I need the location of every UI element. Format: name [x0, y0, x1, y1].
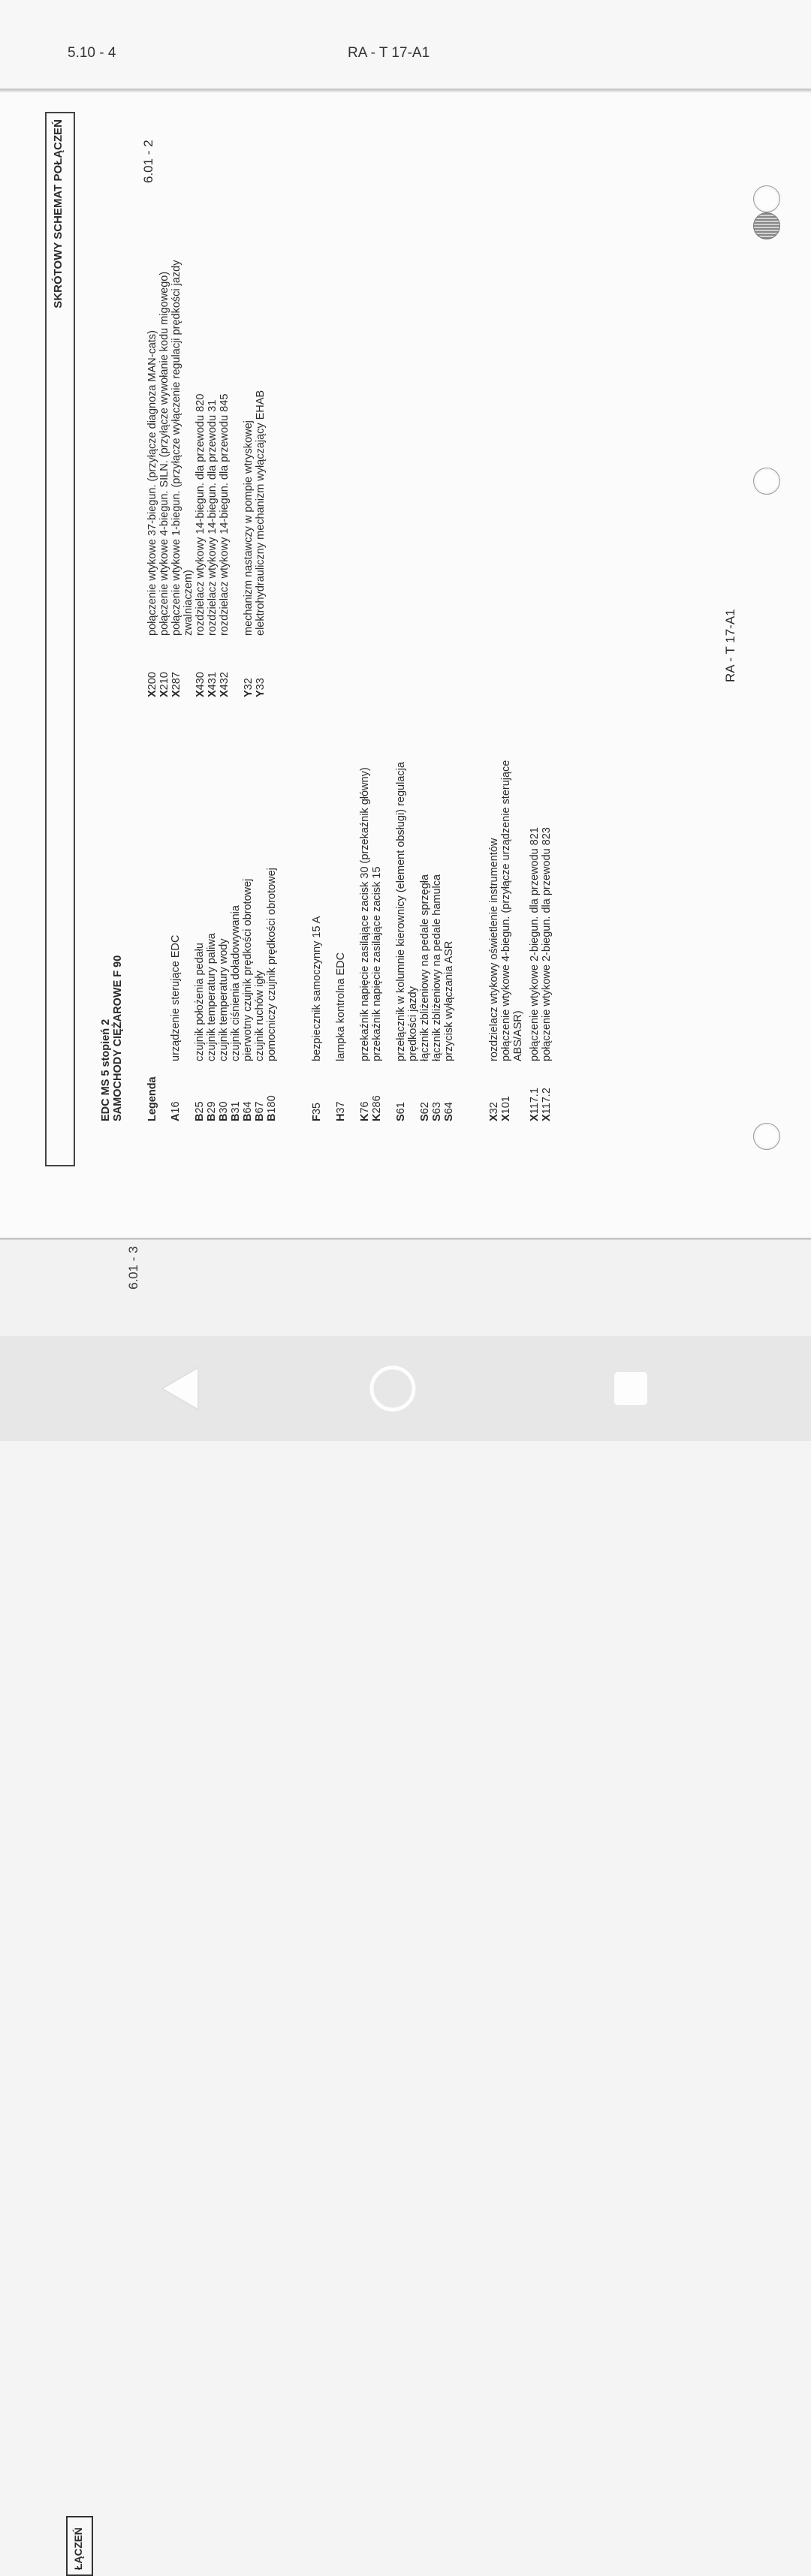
legend-code: X117.2 — [541, 1088, 553, 1121]
previous-page-number: 5.10 - 4 — [68, 45, 116, 61]
legend-text: przycisk wyłączania ASR — [443, 940, 455, 1061]
page-divider-top — [0, 89, 811, 92]
legend-text: elektrohydrauliczny mechanizm wyłączający EHAB — [255, 390, 267, 636]
binder-hole — [753, 1123, 780, 1150]
previous-page-strip — [0, 0, 811, 90]
page-number: 6.01 - 2 — [141, 140, 155, 183]
legend-text: ABS/ASR) — [512, 1010, 524, 1061]
home-button[interactable] — [363, 1362, 423, 1415]
legend-code: X287 — [170, 672, 182, 697]
legend-code: X117.1 — [529, 1088, 541, 1121]
legend-code: X210 — [158, 672, 170, 697]
legend-code: S63 — [431, 1102, 443, 1121]
binder-hole — [753, 185, 780, 212]
legend-code: H37 — [335, 1101, 347, 1121]
legend-code: X431 — [207, 672, 219, 697]
legend-text: zwalniaczem) — [182, 570, 194, 636]
legend-text: łącznik zbliżeniowy na pedale sprzęgła — [419, 874, 431, 1061]
legend-text: połączenie wtykowe 4-biegun. (przyłącze urządzenie sterujące — [500, 760, 512, 1061]
back-button[interactable] — [150, 1362, 210, 1415]
legend-text: czujnik położenia pedału — [194, 943, 206, 1061]
legend-code: B29 — [206, 1101, 218, 1121]
recent-apps-button[interactable] — [601, 1362, 661, 1415]
legend-label: Legenda — [146, 1076, 158, 1121]
legend-text: rozdzielacz wtykowy oświetlenie instrumentów — [488, 838, 500, 1061]
legend-code: K286 — [371, 1095, 383, 1121]
legend-text: rozdzielacz wtykowy 14-biegun. dla przewodu 31 — [207, 399, 219, 636]
legend-code: X432 — [219, 672, 231, 697]
legend-text: pomocniczy czujnik prędkości obrotowej — [266, 868, 278, 1061]
legend-text: rozdzielacz wtykowy 14-biegun. dla przewodu 820 — [194, 393, 207, 636]
rotated-page-content — [0, 93, 811, 1238]
legend-code: B180 — [266, 1095, 278, 1121]
legend-code: Y32 — [243, 678, 255, 697]
heading-line2: SAMOCHODY CIĘŻAROWE F 90 — [112, 955, 124, 1121]
legend-text: czujnik ciśnienia doładowywania — [230, 905, 242, 1061]
legend-text: przekaźnik napięcie zasilające zacisk 15 — [371, 866, 383, 1061]
legend-text: łącznik zbliżeniowy na pedale hamulca — [431, 874, 443, 1061]
legend-text: lampka kontrolna EDC — [335, 952, 347, 1061]
recent-apps-icon — [612, 1370, 650, 1407]
legend-code: F35 — [311, 1103, 323, 1121]
next-page-title-box — [66, 2516, 93, 2576]
legend-text: czujnik ruchów igły — [254, 971, 266, 1061]
legend-code: X430 — [194, 672, 207, 697]
legend-code: Y33 — [255, 678, 267, 697]
legend-code: S64 — [443, 1102, 455, 1121]
page-title: SKRÓTOWY SCHEMAT POŁĄCZEŃ — [52, 119, 65, 308]
legend-code: K76 — [359, 1101, 371, 1121]
legend-code: X32 — [488, 1102, 500, 1121]
heading-line1: EDC MS 5 stopień 2 — [100, 1019, 112, 1121]
binder-hole — [753, 468, 780, 495]
next-page-title: ŁĄCZEŃ — [72, 2527, 84, 2570]
legend-code: B30 — [218, 1101, 230, 1121]
legend-text: mechanizm nastawczy w pompie wtryskowej — [243, 420, 255, 636]
legend-text: przekaźnik napięcie zasilające zacisk 30 (przekaźnik główny) — [359, 767, 371, 1061]
legend-code: A16 — [170, 1101, 182, 1121]
binder-hole — [753, 212, 780, 239]
legend-code: B64 — [242, 1101, 254, 1121]
back-icon — [159, 1365, 201, 1413]
doc-code: RA - T 17-A1 — [723, 609, 737, 682]
legend-text: urządzenie sterujące EDC — [170, 934, 182, 1061]
legend-text: rozdzielacz wtykowy 14-biegun. dla przewodu 845 — [219, 393, 231, 636]
legend-text: pierwotny czujnik prędkości obrotowej — [242, 878, 254, 1061]
next-page-number: 6.01 - 3 — [126, 1246, 140, 1290]
legend-text: bezpiecznik samoczynny 15 A — [311, 916, 323, 1061]
legend-text: czujnik temperatury wody — [218, 938, 230, 1061]
legend-code: B67 — [254, 1101, 266, 1121]
legend-code: X101 — [500, 1096, 512, 1121]
legend-code: S62 — [419, 1102, 431, 1121]
legend-text: prędkości jazdy — [407, 986, 419, 1061]
home-icon — [368, 1364, 418, 1413]
legend-text: połączenie wtykowe 37-biegun. (przyłącze diagnoza MAN-cats) — [146, 330, 158, 636]
legend-text: połączenie wtykowe 1-biegun. (przyłącze wyłączenie regulacji prędkości jazdy — [170, 260, 182, 636]
legend-text: połączenie wtykowe 4-biegun. SILN. (przyłącze wywołanie kodu migowego) — [158, 271, 170, 636]
legend-code: B31 — [230, 1101, 242, 1121]
legend-code: X200 — [146, 672, 158, 697]
page-title-box — [45, 112, 75, 1166]
legend-text: przełącznik w kolumnie kierownicy (element obsługi) regulacja — [395, 762, 407, 1061]
legend-code: S61 — [395, 1102, 407, 1121]
legend-text: połączenie wtykowe 2-biegun. dla przewodu 823 — [541, 827, 553, 1061]
legend-text: połączenie wtykowe 2-biegun. dla przewodu 821 — [529, 827, 541, 1061]
legend-text: czujnik temperatury paliwa — [206, 933, 218, 1061]
legend-code: B25 — [194, 1101, 206, 1121]
previous-page-doc-code: RA - T 17-A1 — [348, 45, 430, 61]
next-page-strip — [0, 1240, 811, 2570]
